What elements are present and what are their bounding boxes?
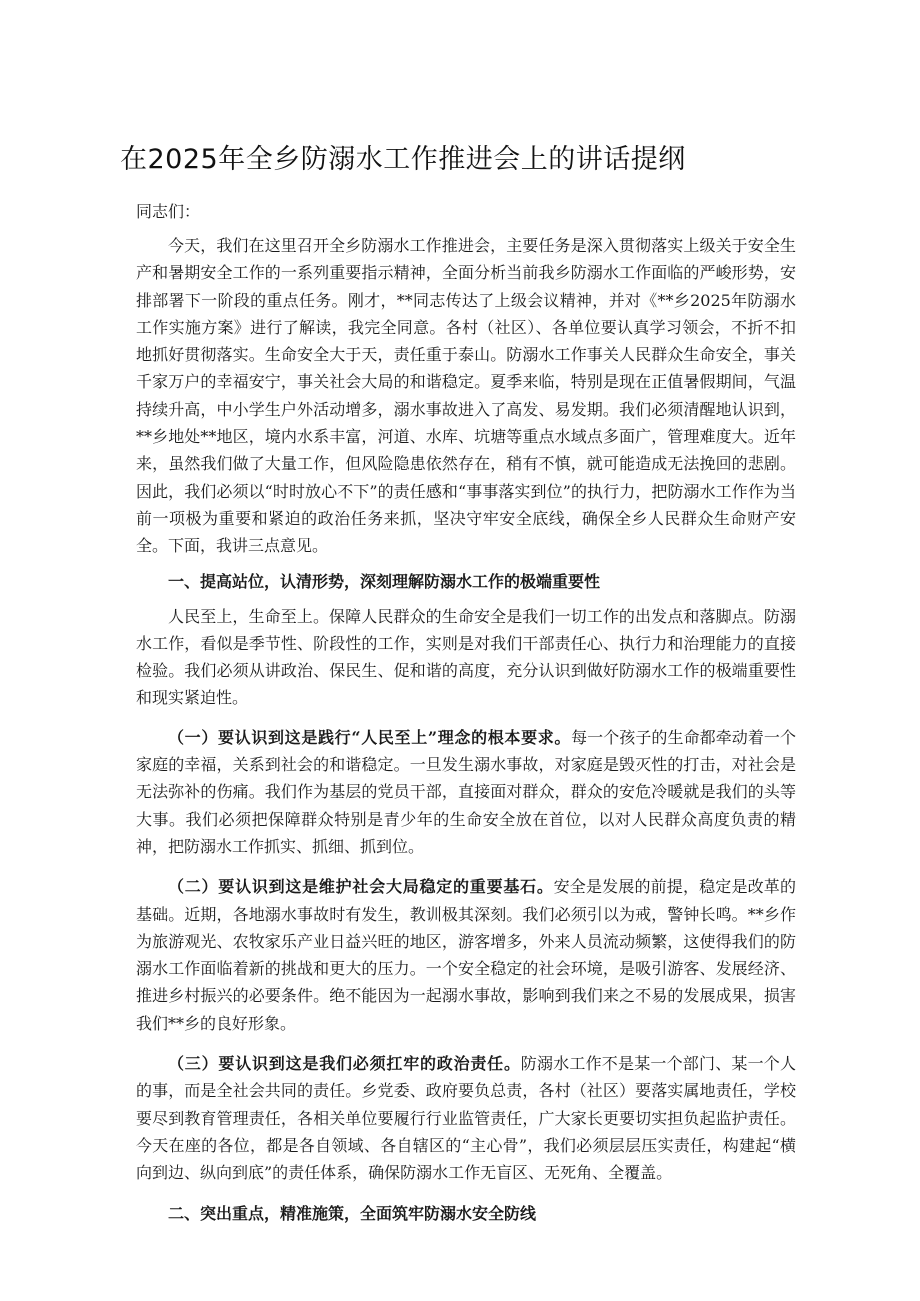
point-1-lead: （一）要认识到这是践行“人民至上”理念的根本要求。 bbox=[168, 727, 572, 747]
section-heading-1: 一、提高站位，认清形势，深刻理解防溺水工作的极端重要性 bbox=[168, 571, 601, 591]
point-2-text: 安全是发展的前提，稳定是改革的基础。近期，各地溺水事故时有发生，教训极其深刻。我们必须引以为戒，警钟长鸣。**乡作为旅游观光、农牧家乐产业日益兴旺的地区，游客增多，外来人员流动频繁，这使得我们的防溺水工作面临着新的挑战和更大的压力。一个安全稳定的社会环境，是吸引游客、发展经济、推进乡村振兴的必要条件。绝不能因为一起溺水事故，影响到我们来之不易的发展成果，损害我们**乡的良好形象。 bbox=[136, 877, 796, 1033]
section-heading-2: 二、突出重点，精准施策，全面筑牢防溺水安全防线 bbox=[168, 1203, 537, 1223]
greeting: 同志们： bbox=[136, 202, 201, 221]
point-1-paragraph bbox=[136, 724, 796, 860]
point-3-lead: （三）要认识到这是我们必须扛牢的政治责任。 bbox=[168, 1054, 521, 1074]
intro-paragraph: 今天，我们在这里召开全乡防溺水工作推进会，主要任务是深入贯彻落实上级关于安全生产和暑期安全工作的一系列重要指示精神，全面分析当前我乡防溺水工作面临的严峻形势，安排部署下一阶段的重点任务。刚才，**同志传达了上级会议精神，并对《**乡2025年防溺水工作实施方案》进行了解读，我完全同意。各村（社区）、各单位要认真学习领会，不折不扣地抓好贯彻落实。生命安全大于天，责任重于泰山。防溺水工作事关人民群众生命安全，事关千家万户的幸福安宁，事关社会大局的和谐稳定。夏季来临，特别是现在正值暑假期间，气温持续升高，中小学生户外活动增多，溺水事故进入了高发、易发期。我们必须清醒地认识到，**乡地处**地区，境内水系丰富，河道、水库、坑塘等重点水域点多面广，管理难度大。近年来，虽然我们做了大量工作，但风险隐患依然存在，稍有不慎，就可能造成无法挽回的悲剧。因此，我们必须以“时时放心不下”的责任感和“事事落实到位”的执行力，把防溺水工作作为当前一项极为重要和紧迫的政治任务来抓，坚决守牢安全底线，确保全乡人民群众生命财产安全。下面，我讲三点意见。 bbox=[136, 236, 796, 556]
point-2-paragraph bbox=[136, 873, 796, 1037]
point-1-text: 每一个孩子的生命都牵动着一个家庭的幸福，关系到社会的和谐稳定。一旦发生溺水事故，对家庭是毁灭性的打击，对社会是无法弥补的伤痛。我们作为基层的党员干部，直接面对群众，群众的安危冷暖就是我们的头等大事。我们必须把保障群众特别是青少年的生命安全放在首位，以对人民群众高度负责的精神，把防溺水工作抓实、抓细、抓到位。 bbox=[136, 727, 796, 856]
point-2-lead: （二）要认识到这是维护社会大局稳定的重要基石。 bbox=[168, 877, 554, 897]
document-title: 在2025年全乡防溺水工作推进会上的讲话提纲 bbox=[120, 144, 686, 175]
point-3-text: 防溺水工作不是某一个部门、某一个人的事，而是全社会共同的责任。乡党委、政府要负总责，各村（社区）要落实属地责任，学校要尽到教育管理责任，各相关单位要履行行业监管责任，广大家长更要切实担负起监护责任。今天在座的各位，都是各自领域、各自辖区的“主心骨”，我们必须层层压实责任，构建起“横向到边、纵向到底”的责任体系，确保防溺水工作无盲区、无死角、全覆盖。 bbox=[136, 1054, 796, 1183]
document-body bbox=[136, 232, 796, 1235]
section1-intro-paragraph: 人民至上，生命至上。保障人民群众的生命安全是我们一切工作的出发点和落脚点。防溺水工作，看似是季节性、阶段性的工作，实则是对我们干部责任心、执行力和治理能力的直接检验。我们必须从讲政治、保民生、促和谐的高度，充分认识到做好防溺水工作的极端重要性和现实紧迫性。 bbox=[136, 606, 796, 708]
point-3-paragraph bbox=[136, 1050, 796, 1186]
